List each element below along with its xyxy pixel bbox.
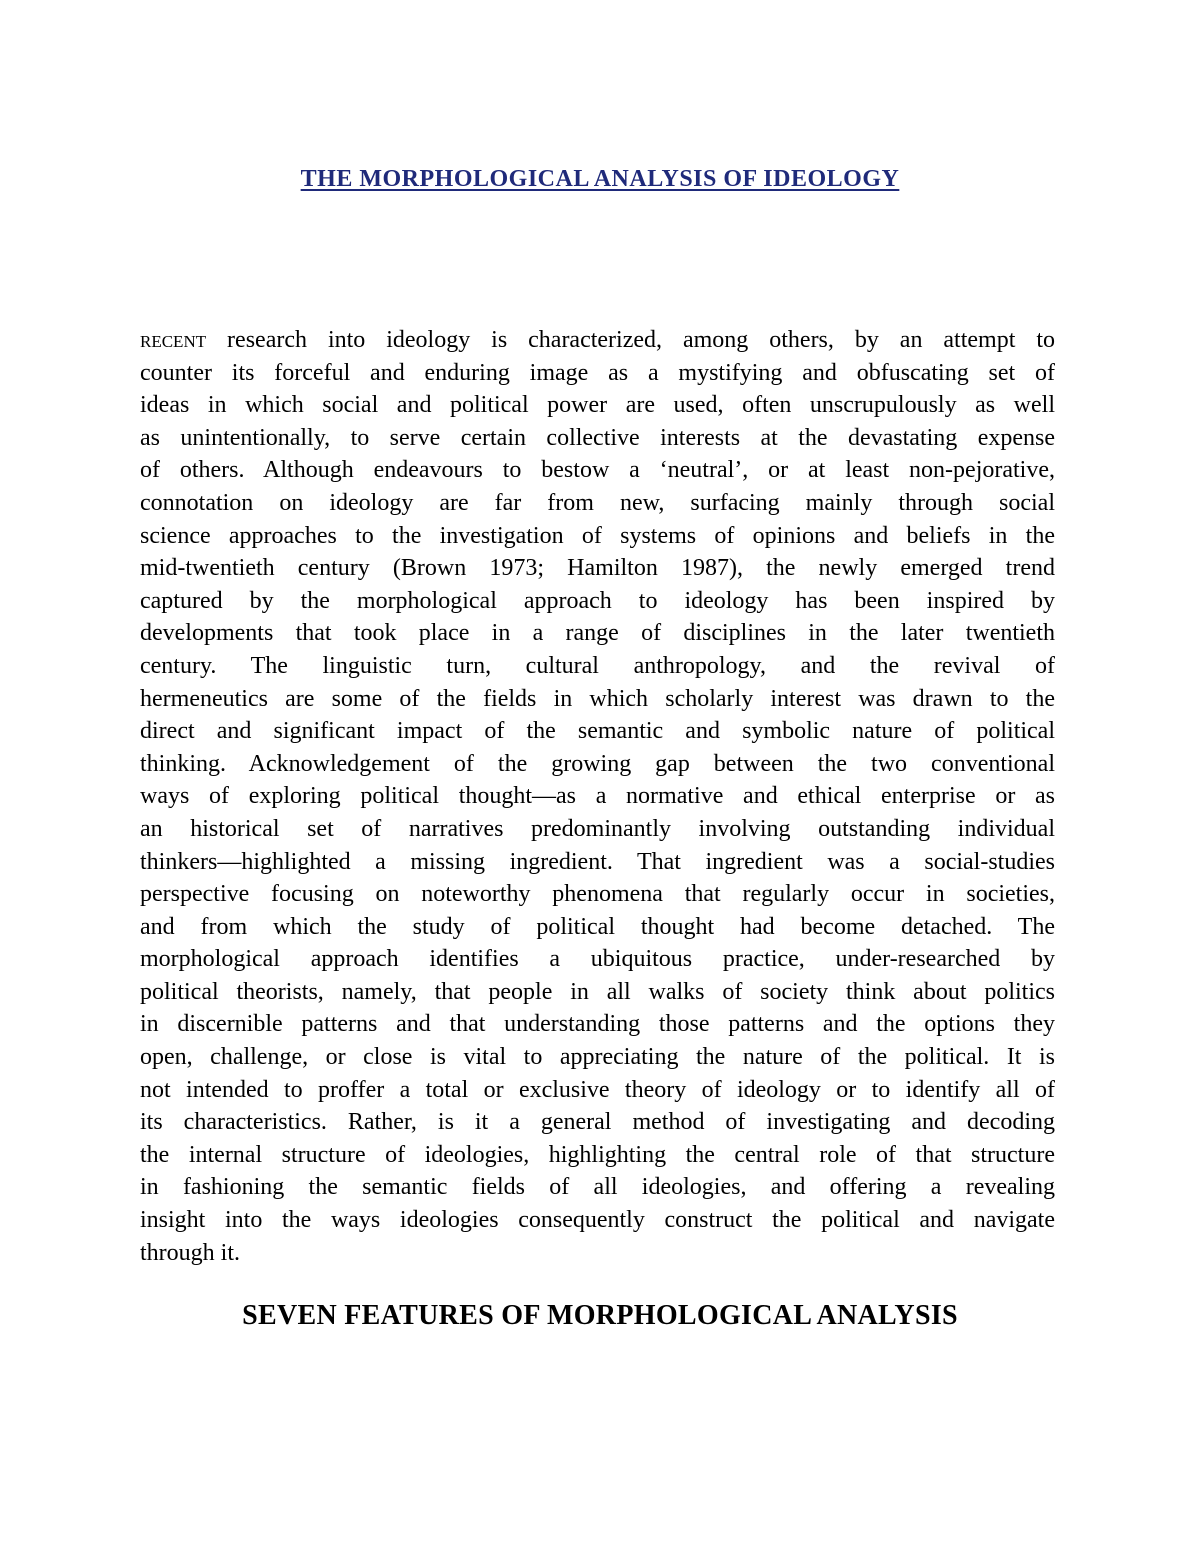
paragraph-last-line: through it. — [140, 1239, 240, 1266]
paragraph-line — [140, 324, 1055, 357]
paragraph-line: thinkers—highlighted a missing ingredient. That ingredient was a social-studies — [140, 848, 1055, 875]
body-paragraph — [140, 324, 1055, 1269]
paragraph-line: century. The linguistic turn, cultural anthropology, and the revival of — [140, 652, 1055, 679]
paragraph-line: as unintentionally, to serve certain collective interests at the devastating expense — [140, 424, 1055, 451]
paragraph-line: mid-twentieth century (Brown 1973; Hamilton 1987), the newly emerged trend — [140, 555, 1055, 582]
paragraph-line: developments that took place in a range of disciplines in the later twentieth — [140, 620, 1055, 647]
paragraph-line: perspective focusing on noteworthy phenomena that regularly occur in societies, — [140, 881, 1055, 908]
paragraph-line: counter its forceful and enduring image as a mystifying and obfuscating set of — [140, 359, 1055, 386]
paragraph-line: in fashioning the semantic fields of all ideologies, and offering a revealing — [140, 1174, 1055, 1201]
paragraph-line: insight into the ways ideologies consequently construct the political and navigate — [140, 1207, 1055, 1234]
paragraph-line: not intended to proffer a total or exclusive theory of ideology or to identify all of — [140, 1076, 1055, 1103]
lead-word: recent — [140, 327, 207, 353]
paragraph-line: and from which the study of political thought had become detached. The — [140, 913, 1055, 940]
paragraph-line: an historical set of narratives predominantly involving outstanding individual — [140, 815, 1055, 842]
paragraph-line: connotation on ideology are far from new, surfacing mainly through social — [140, 489, 1055, 516]
first-line-text: research into ideology is characterized, among others, by an attempt to — [206, 327, 1055, 353]
paragraph-line: ideas in which social and political power are used, often unscrupulously as well — [140, 392, 1055, 419]
paragraph-line: direct and significant impact of the semantic and symbolic nature of political — [140, 718, 1055, 745]
paragraph-line: of others. Although endeavours to bestow a ‘neutral’, or at least non-pejorative, — [140, 457, 1055, 484]
paragraph-line: the internal structure of ideologies, highlighting the central role of that structure — [140, 1141, 1055, 1168]
paragraph-line: its characteristics. Rather, is it a general method of investigating and decoding — [140, 1109, 1055, 1136]
paragraph-line: ways of exploring political thought—as a normative and ethical enterprise or as — [140, 783, 1055, 810]
paragraph-line: open, challenge, or close is vital to appreciating the nature of the political. It is — [140, 1044, 1055, 1071]
paragraph-line: captured by the morphological approach to ideology has been inspired by — [140, 587, 1055, 614]
section-heading: SEVEN FEATURES OF MORPHOLOGICAL ANALYSIS — [242, 1300, 958, 1331]
paragraph-line: science approaches to the investigation of systems of opinions and beliefs in the — [140, 522, 1055, 549]
paragraph-line: in discernible patterns and that understanding those patterns and the options they — [140, 1011, 1055, 1038]
paragraph-line: political theorists, namely, that people in all walks of society think about politics — [140, 978, 1055, 1005]
paragraph-line: morphological approach identifies a ubiquitous practice, under-researched by — [140, 946, 1055, 973]
paragraph-line: hermeneutics are some of the fields in which scholarly interest was drawn to the — [140, 685, 1055, 712]
document-title: THE MORPHOLOGICAL ANALYSIS OF IDEOLOGY — [300, 166, 900, 192]
paragraph-line: thinking. Acknowledgement of the growing gap between the two conventional — [140, 750, 1055, 777]
